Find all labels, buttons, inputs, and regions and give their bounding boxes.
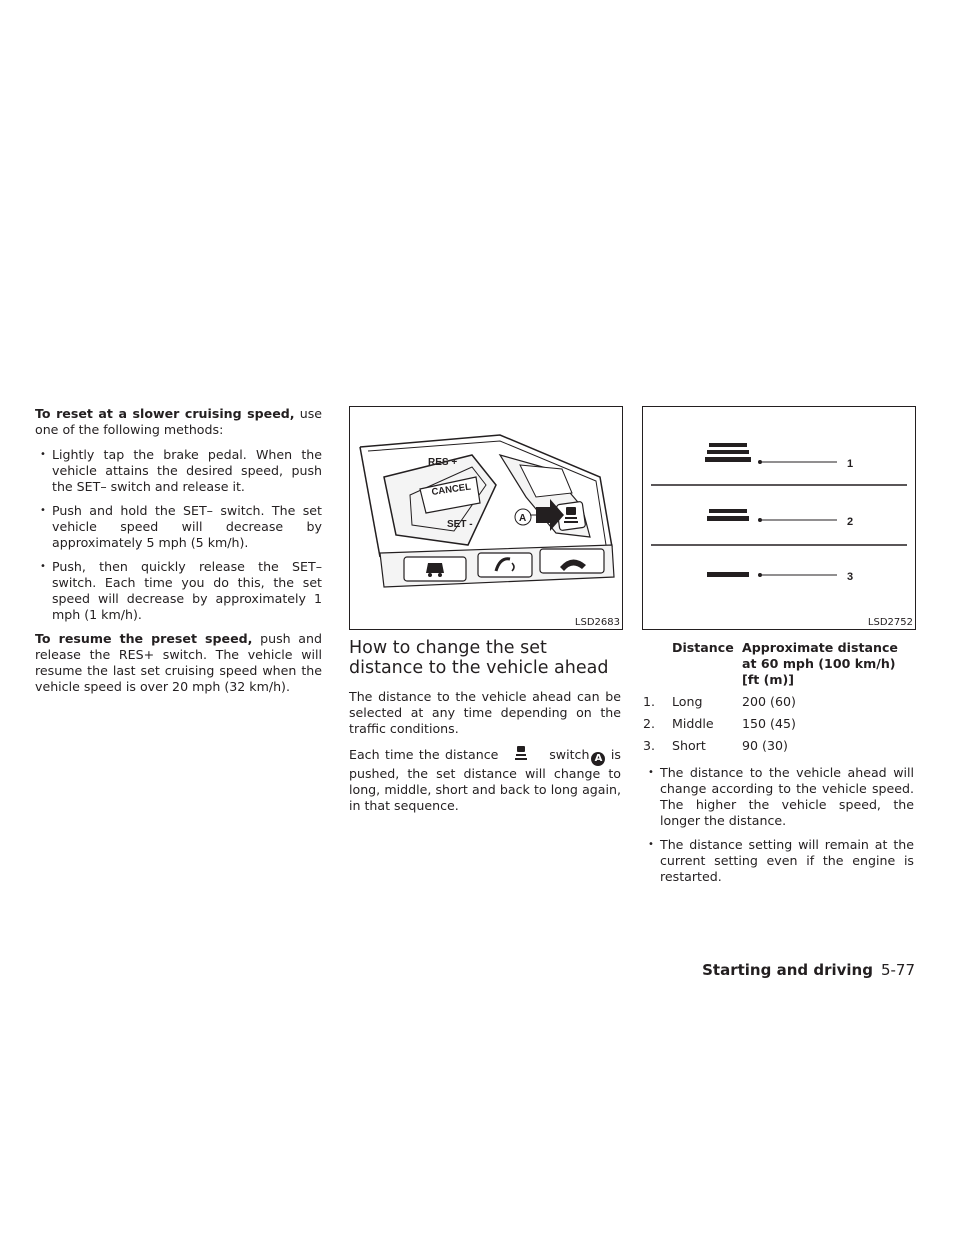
- text-slower-speed: use one of the following methods:: [35, 406, 322, 437]
- distance-short-icon: [707, 572, 749, 577]
- res-plus-label: RES +: [428, 457, 458, 468]
- table-row: [643, 715, 914, 737]
- distance-long-icon: [705, 443, 751, 462]
- table-header-row: [643, 640, 914, 693]
- header-distance: Distance: [672, 640, 734, 655]
- paragraph-distance-intro: The distance to the vehicle ahead can be selected at any time depending on the traffic conditions.: [349, 689, 621, 736]
- header-num: [643, 640, 672, 693]
- slower-speed-methods-list: [35, 447, 322, 623]
- list-item: • Push and hold the SET– switch. The set vehicle speed will decrease by approximately 5 mph (5 km/h).: [35, 503, 322, 551]
- distance-notes-list: [643, 765, 914, 885]
- list-item: • The distance to the vehicle ahead will change according to the vehicle speed. The higher the vehicle speed, the longer the distance.: [643, 765, 914, 829]
- callout-a-label: A: [519, 513, 527, 524]
- row-value: 200 (60): [742, 694, 796, 709]
- section-title: Starting and driving: [702, 961, 873, 979]
- paragraph-slower-speed: [35, 406, 322, 438]
- distance-label-3: 3: [847, 571, 854, 583]
- steering-switch-illustration: [350, 407, 622, 629]
- page-number: 5-77: [880, 961, 915, 979]
- lead-slower-speed: To reset at a slower cruising speed,: [35, 406, 295, 421]
- list-item: • The distance setting will remain at the current setting even if the engine is restarted.: [643, 837, 914, 885]
- row-num: 3.: [643, 738, 656, 753]
- column-right: [643, 640, 914, 893]
- figure-code: LSD2752: [867, 617, 913, 628]
- table-row: [643, 737, 914, 759]
- text-segment: switch: [549, 747, 590, 762]
- lead-resume-speed: To resume the preset speed,: [35, 631, 253, 646]
- column-middle: [349, 632, 621, 823]
- column-left: [35, 406, 322, 704]
- distance-middle-icon: [707, 509, 749, 521]
- distance-label-1: 1: [847, 458, 854, 470]
- list-item: • Push, then quickly release the SET– switch. Each time you do this, the set speed will decrease by approximately 1 mph (1 km/h).: [35, 559, 322, 623]
- distance-label-2: 2: [847, 516, 854, 528]
- header-approx: Approximate distance at 60 mph (100 km/h) [ft (m)]: [742, 640, 898, 687]
- paragraph-resume-speed: [35, 631, 322, 695]
- text-segment: is pushed, the set distance will change to long, middle, short and back to long again, in that sequence.: [349, 747, 621, 813]
- row-value: 90 (30): [742, 738, 788, 753]
- row-name: Middle: [672, 716, 714, 731]
- row-name: Short: [672, 738, 706, 753]
- text-segment: Each time the distance: [349, 747, 499, 762]
- distance-switch-icon: [504, 746, 544, 762]
- distance-settings-illustration: [643, 407, 915, 629]
- page-footer: [702, 960, 915, 980]
- callout-a-badge: A: [591, 752, 605, 766]
- table-row: [643, 693, 914, 715]
- row-value: 150 (45): [742, 716, 796, 731]
- paragraph-distance-switch: [349, 746, 621, 814]
- figure-code: LSD2683: [574, 617, 620, 628]
- text-resume-speed: push and release the RES+ switch. The vehicle will resume the last set cruising speed when the vehicle speed is over 20 mph (32 km/h).: [35, 631, 323, 694]
- figure-distance-settings: [642, 406, 916, 630]
- set-minus-label: SET -: [447, 519, 473, 530]
- row-num: 1.: [643, 694, 656, 709]
- row-num: 2.: [643, 716, 656, 731]
- section-heading: How to change the set distance to the vehicle ahead: [349, 638, 609, 678]
- row-name: Long: [672, 694, 703, 709]
- distance-table: [643, 640, 914, 759]
- cancel-label: CANCEL: [430, 481, 472, 498]
- figure-steering-switch: [349, 406, 623, 630]
- list-item: • Lightly tap the brake pedal. When the vehicle attains the desired speed, push the SET– switch and release it.: [35, 447, 322, 495]
